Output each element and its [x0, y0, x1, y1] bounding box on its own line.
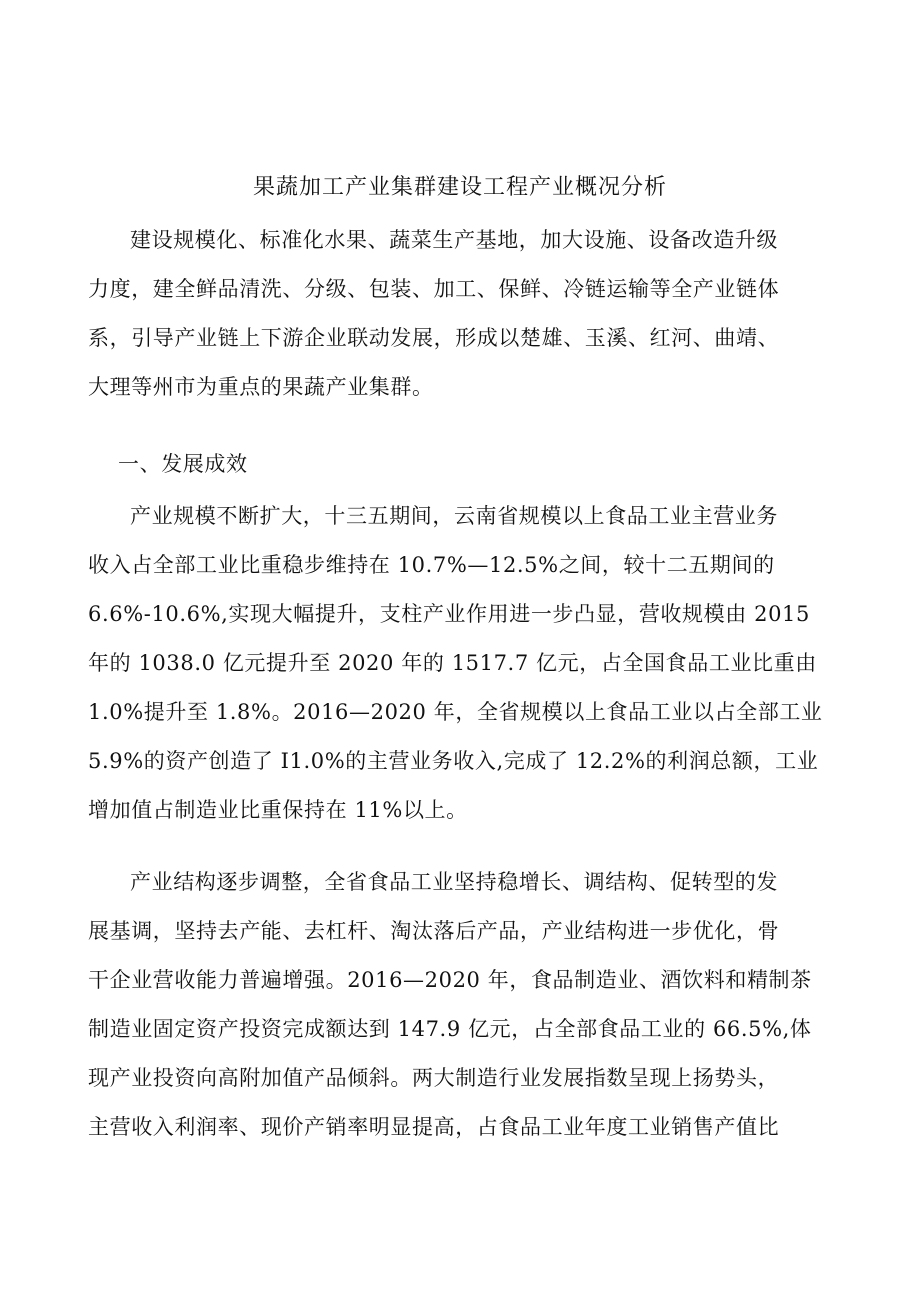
- paragraph-line: 制造业固定资产投资完成额达到 147.9 亿元，占全部食品工业的 66.5%,体: [88, 1017, 812, 1041]
- paragraph-line: 年的 1038.0 亿元提升至 2020 年的 1517.7 亿元，占全国食品工业比重由: [88, 651, 817, 675]
- document-title: 果蔬加工产业集群建设工程产业概况分析: [252, 175, 667, 200]
- paragraph-line: 干企业营收能力普遍增强。2016—2020 年，食品制造业、酒饮料和精制茶: [88, 968, 812, 992]
- paragraph-construction: [88, 216, 832, 412]
- paragraph-line: 展基调，坚持去产能、去杠杆、淘汰落后产品，产业结构进一步优化，骨: [88, 919, 780, 943]
- paragraph-line: 产业规模不断扩大，十三五期间，云南省规模以上食品工业主营业务: [130, 504, 778, 528]
- paragraph-line: 产业结构逐步调整，全省食品工业坚持稳增长、调结构、促转型的发: [130, 870, 778, 894]
- paragraph-line: 建设规模化、标准化水果、蔬菜生产基地，加大设施、设备改造升级: [130, 228, 778, 252]
- paragraph-industry-structure: [88, 858, 832, 1152]
- paragraph-line: 大理等州市为重点的果蔬产业集群。: [88, 375, 434, 399]
- paragraph-industry-scale: [88, 492, 832, 835]
- paragraph-line: 增加值占制造业比重保持在 11%以上。: [88, 798, 468, 822]
- paragraph-line: 力度，建全鲜品清洗、分级、包装、加工、保鲜、冷链运输等全产业链体: [88, 277, 780, 301]
- paragraph-line: 现产业投资向高附加值产品倾斜。两大制造行业发展指数呈现上扬势头，: [88, 1066, 780, 1090]
- paragraph-line: 系，引导产业链上下游企业联动发展，形成以楚雄、玉溪、红河、曲靖、: [88, 326, 780, 350]
- paragraph-line: 收入占全部工业比重稳步维持在 10.7%—12.5%之间，较十二五期间的: [88, 553, 775, 577]
- paragraph-line: 5.9%的资产创造了 I1.0%的主营业务收入,完成了 12.2%的利润总额，工业: [88, 749, 819, 773]
- paragraph-line: 6.6%-10.6%,实现大幅提升，支柱产业作用进一步凸显，营收规模由 2015: [88, 602, 810, 626]
- section-heading-text: 一、发展成效: [118, 452, 248, 476]
- section-heading: [88, 440, 832, 489]
- paragraph-line: 主营收入利润率、现价产销率明显提高，占食品工业年度工业销售产值比: [88, 1115, 780, 1139]
- paragraph-line: 1.0%提升至 1.8%。2016—2020 年，全省规模以上食品工业以占全部工业: [88, 700, 823, 724]
